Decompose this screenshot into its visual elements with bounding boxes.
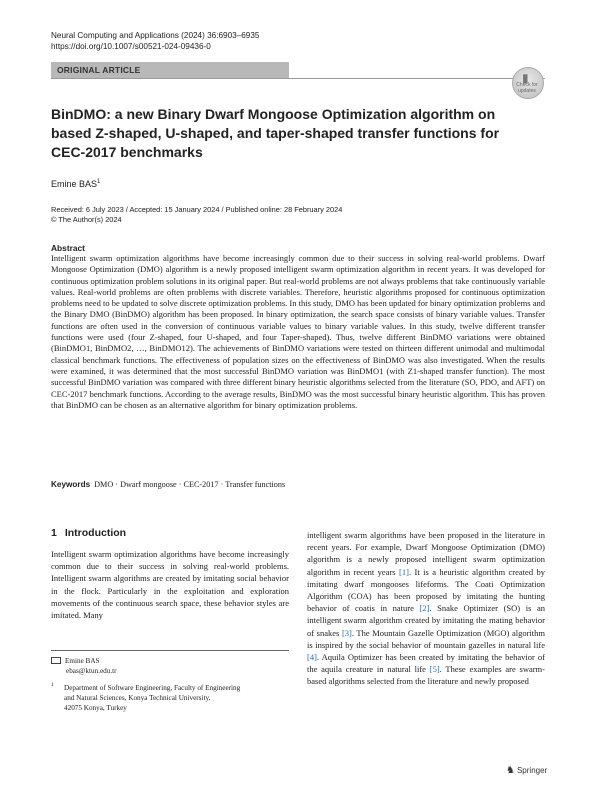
keywords-label: Keywords: [51, 480, 91, 489]
affiliation-line: and Natural Sciences, Konya Technical University,: [64, 693, 211, 702]
corresponding-author: [51, 657, 117, 676]
header-rule: [51, 78, 545, 79]
intro-text: intelligent swarm algorithms have been proposed in the literature in recent years. For example, Dwarf Mongoose Optimization (DMO) algorithm is a newly proposed intelligent swarm optimization algorithm in recent years: [307, 530, 545, 577]
footnote-author-name: Emine BAS: [65, 657, 100, 665]
publisher-name: Springer: [516, 766, 548, 775]
intro-left-column: Intelligent swarm optimization algorithms have become increasingly common due to their success in solving real-world problems. Intelligent swarm algorithms are created by imitating social behavior in the flock. Particularly in the exploitation and exploration movements of the continuous search space, these behavior styles are imitated. Many: [51, 549, 289, 621]
author-name[interactable]: Emine BAS: [51, 179, 98, 189]
author-affil-mark: 1: [97, 179, 101, 185]
journal-header: [51, 30, 259, 52]
article-title: BinDMO: a new Binary Dwarf Mongoose Optimization algorithm on based Z-shaped, U-shaped, and taper-shaped transfer functions for CEC-2017 benchmarks: [51, 106, 500, 160]
citation-link[interactable]: [1]: [399, 566, 409, 577]
citation-link[interactable]: [5]: [429, 664, 440, 675]
affiliation-line: Department of Software Engineering, Faculty of Engineering: [64, 684, 241, 692]
affiliation-line: 42075 Konya, Turkey: [64, 703, 127, 712]
bookmark-icon: ▮: [522, 71, 529, 85]
intro-text: . Aquila Optimizer has been created by imitating the behavior of the aquila creature in natural life: [307, 652, 545, 675]
article-history: Received: 6 July 2023 / Accepted: 15 January 2024 / Published online: 28 February 2024: [51, 205, 343, 214]
intro-right-column: [307, 529, 545, 688]
abstract-text: Intelligent swarm optimization algorithms have become increasingly common due to their success in solving real-world problems. Dwarf Mongoose Optimization (DMO) algorithm is a newly proposed intelligent swarm optimization algorithm in recent years. It was developed for continuous optimization problem solutions in its original paper. But real-world problems are not always problems that take continuously variable values. Real-world problems are often problems with discrete variables. Therefore, heuristic algorithms proposed for continuous optimization problems need to be updated to solve discrete optimization problems. In this study, DMO has been updated for binary optimization problems and the Binary DMO (BinDMO) algorithm has been proposed. In binary optimization, the search space consists of binary variable values. Transfer functions are often used in the conversion of continuous variable values to binary variable values. In this study, twelve different transfer functions were used (four Z-shaped, four U-shaped, and four Taper-shaped). Thus, twelve different BinDMO variations were obtained (BinDMO1, BinDMO2, …, BinDMO12). The achievements of BinDMO variations were tested on thirteen different unimodal and multimodal classical benchmark functions. The effectiveness of population sizes on the effectiveness of BinDMO was also investigated. When the results were examined, it was determined that the most successful BinDMO variation was BinDMO1 (with Z1-shaped transfer function). The most successful BinDMO variation was compared with three different binary heuristic algorithms selected from the literature (SO, PDO, and AFT) on CEC-2017 benchmark functions. According to the average results, BinDMO was the most successful binary heuristic algorithm. This has proven that BinDMO can be chosen as an alternative algorithm for binary optimization problems.: [51, 253, 545, 410]
citation-link[interactable]: [3]: [341, 627, 352, 638]
article-dates: [51, 205, 342, 224]
intro-text: . It is a heuristic algorithm created by imitating dwarf mongooses lifeforms. The Coati Optimization Algorithm (COA) has been proposed by imitating the hunting behavior of coatis in nature: [307, 566, 545, 614]
abstract-heading: Abstract: [51, 243, 85, 253]
springer-horse-icon: ♞: [506, 765, 515, 776]
citation-link[interactable]: [2]: [419, 603, 430, 614]
intro-text: . Snake Optimizer (SO) is an intelligent swarm algorithm created by imitating the mating behavior of snakes: [307, 603, 545, 638]
copyright: © The Author(s) 2024: [51, 214, 122, 224]
intro-text: . These examples are swarm-based algorithms selected from the literature and newly proposed: [307, 664, 546, 687]
affiliation: [51, 684, 289, 713]
footnote-rule: [51, 650, 289, 651]
keywords-text: DMO · Dwarf mongoose · CEC-2017 · Transfer functions: [94, 480, 286, 489]
doi-link[interactable]: https://doi.org/10.1007/s00521-024-09436-0: [51, 42, 211, 51]
article-type: ORIGINAL ARTICLE: [57, 65, 141, 75]
author: [51, 179, 100, 189]
section-number: 1: [51, 527, 57, 539]
journal-citation: Neural Computing and Applications (2024) 36:6903–6935: [51, 31, 260, 40]
section-title: Introduction: [64, 527, 127, 539]
abstract: [51, 243, 545, 411]
intro-text: . The Mountain Gazelle Optimization (MGO) algorithm is inspired by the social behavior of mountain gazelles in natural life: [307, 627, 546, 650]
publisher-logo: [506, 765, 547, 776]
keywords: [51, 480, 285, 489]
citation-link[interactable]: [4]: [307, 652, 317, 663]
affiliation-mark: 1: [51, 682, 54, 688]
check-for-updates-label: Check for updates: [516, 82, 538, 94]
author-email[interactable]: ebas@ktun.edu.tr: [66, 666, 117, 675]
article-type-band: [51, 62, 289, 78]
section-heading: [51, 527, 134, 539]
envelope-icon: [51, 657, 61, 664]
